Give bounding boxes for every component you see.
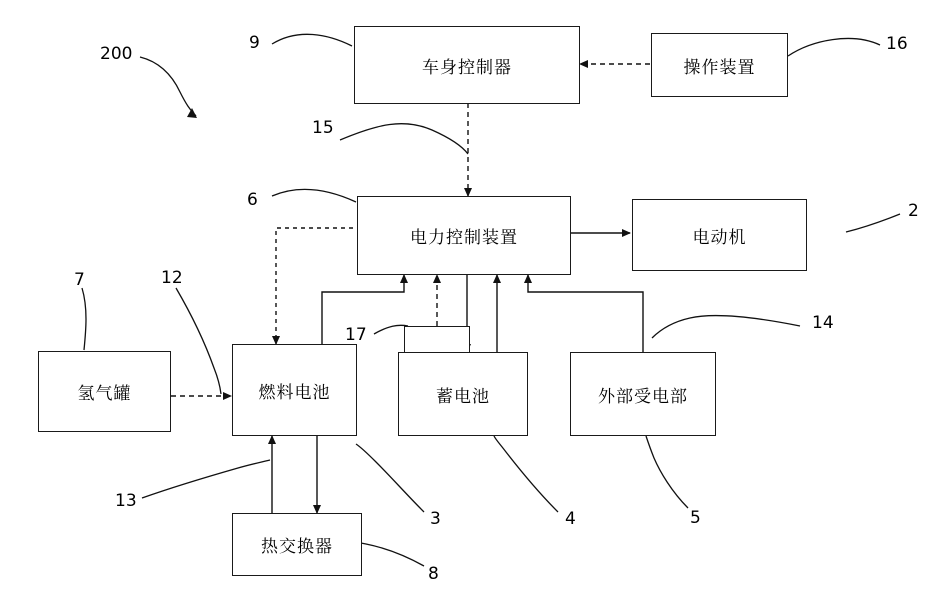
box-label-fuel-cell: 燃料电池 [258, 382, 331, 403]
callout-12: 12 [161, 268, 183, 288]
box-label-motor: 电动机 [692, 227, 747, 248]
callout-15: 15 [312, 118, 334, 138]
box-label-external-power-receiver: 外部受电部 [598, 386, 688, 407]
callout-14: 14 [812, 313, 834, 333]
box-operation-device[interactable] [651, 33, 788, 97]
box-label-hydrogen-tank: 氢气罐 [77, 384, 132, 404]
box-label-body-controller: 车身控制器 [422, 57, 512, 78]
box-label-heat-exchanger: 热交换器 [261, 537, 333, 557]
callout-6: 6 [247, 190, 258, 210]
callout-13: 13 [115, 491, 137, 511]
box-label-power-control-device: 电力控制装置 [410, 228, 518, 248]
callout-8: 8 [428, 564, 439, 584]
box-storage-battery[interactable] [398, 352, 528, 436]
callout-2: 2 [908, 201, 919, 221]
box-junction-17[interactable] [404, 326, 470, 352]
box-motor[interactable] [632, 199, 807, 271]
callout-5: 5 [690, 508, 701, 528]
box-fuel-cell[interactable] [232, 344, 357, 436]
callout-3: 3 [430, 509, 441, 529]
box-label-operation-device: 操作装置 [683, 57, 756, 78]
box-hydrogen-tank[interactable] [38, 351, 171, 432]
callout-7: 7 [74, 270, 85, 290]
box-body-controller[interactable] [354, 26, 580, 104]
box-external-power-receiver[interactable] [570, 352, 716, 436]
box-label-storage-battery: 蓄电池 [436, 386, 490, 407]
box-heat-exchanger[interactable] [232, 513, 362, 576]
callout-200: 200 [100, 44, 133, 64]
box-power-control-device[interactable] [357, 196, 571, 275]
callout-17: 17 [345, 325, 367, 345]
callout-16: 16 [886, 34, 908, 54]
callout-9: 9 [249, 33, 260, 53]
callout-4: 4 [565, 509, 576, 529]
